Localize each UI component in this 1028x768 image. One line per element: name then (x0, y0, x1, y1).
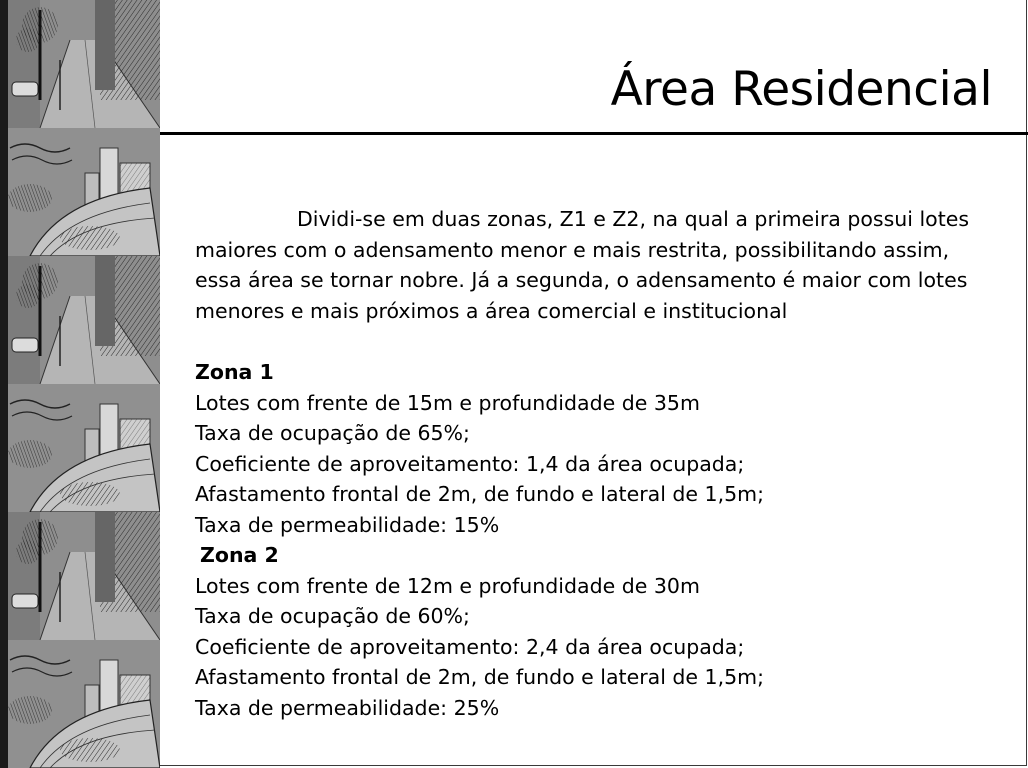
zone-2-heading: Zona 2 (200, 543, 279, 567)
zone-1-setbacks: Afastamento frontal de 2m, de fundo e lateral de 1,5m; (195, 482, 765, 506)
intro-paragraph: Dividi-se em duas zonas, Z1 e Z2, na qual a primeira possui lotes maiores com o adensamento menor e mais restrita, possibilitando assim, essa área se tornar nobre. Já a segunda, o adensamento é maior com lotes menores e mais próximos a área comercial e institucional (195, 207, 970, 323)
zone-1-utilization-coefficient: Coeficiente de aproveitamento: 1,4 da área ocupada; (195, 451, 745, 476)
title-divider (160, 132, 1028, 135)
zone-2-permeability-rate: Taxa de permeabilidade: 25% (195, 695, 500, 720)
zone-2-lot-size: Lotes com frente de 12m e profundidade de 30m (195, 573, 700, 598)
zone-1-permeability-rate: Taxa de permeabilidade: 15% (195, 512, 500, 537)
street-sketch-illustration (0, 0, 160, 768)
zone-1-lot-size: Lotes com frente de 15m e profundidade de 35m (195, 390, 700, 415)
zone-1-occupancy-rate: Taxa de ocupação de 65%; (195, 421, 470, 445)
paragraph-spacer (195, 326, 995, 357)
zone-2-occupancy-rate: Taxa de ocupação de 60%; (195, 604, 470, 628)
slide-body (195, 204, 995, 723)
zone-2-utilization-coefficient: Coeficiente de aproveitamento: 2,4 da área ocupada; (195, 634, 745, 659)
zone-1-heading: Zona 1 (195, 360, 274, 384)
zone-2-setbacks: Afastamento frontal de 2m, de fundo e lateral de 1,5m; (195, 665, 765, 689)
slide-title: Área Residencial (610, 62, 992, 117)
